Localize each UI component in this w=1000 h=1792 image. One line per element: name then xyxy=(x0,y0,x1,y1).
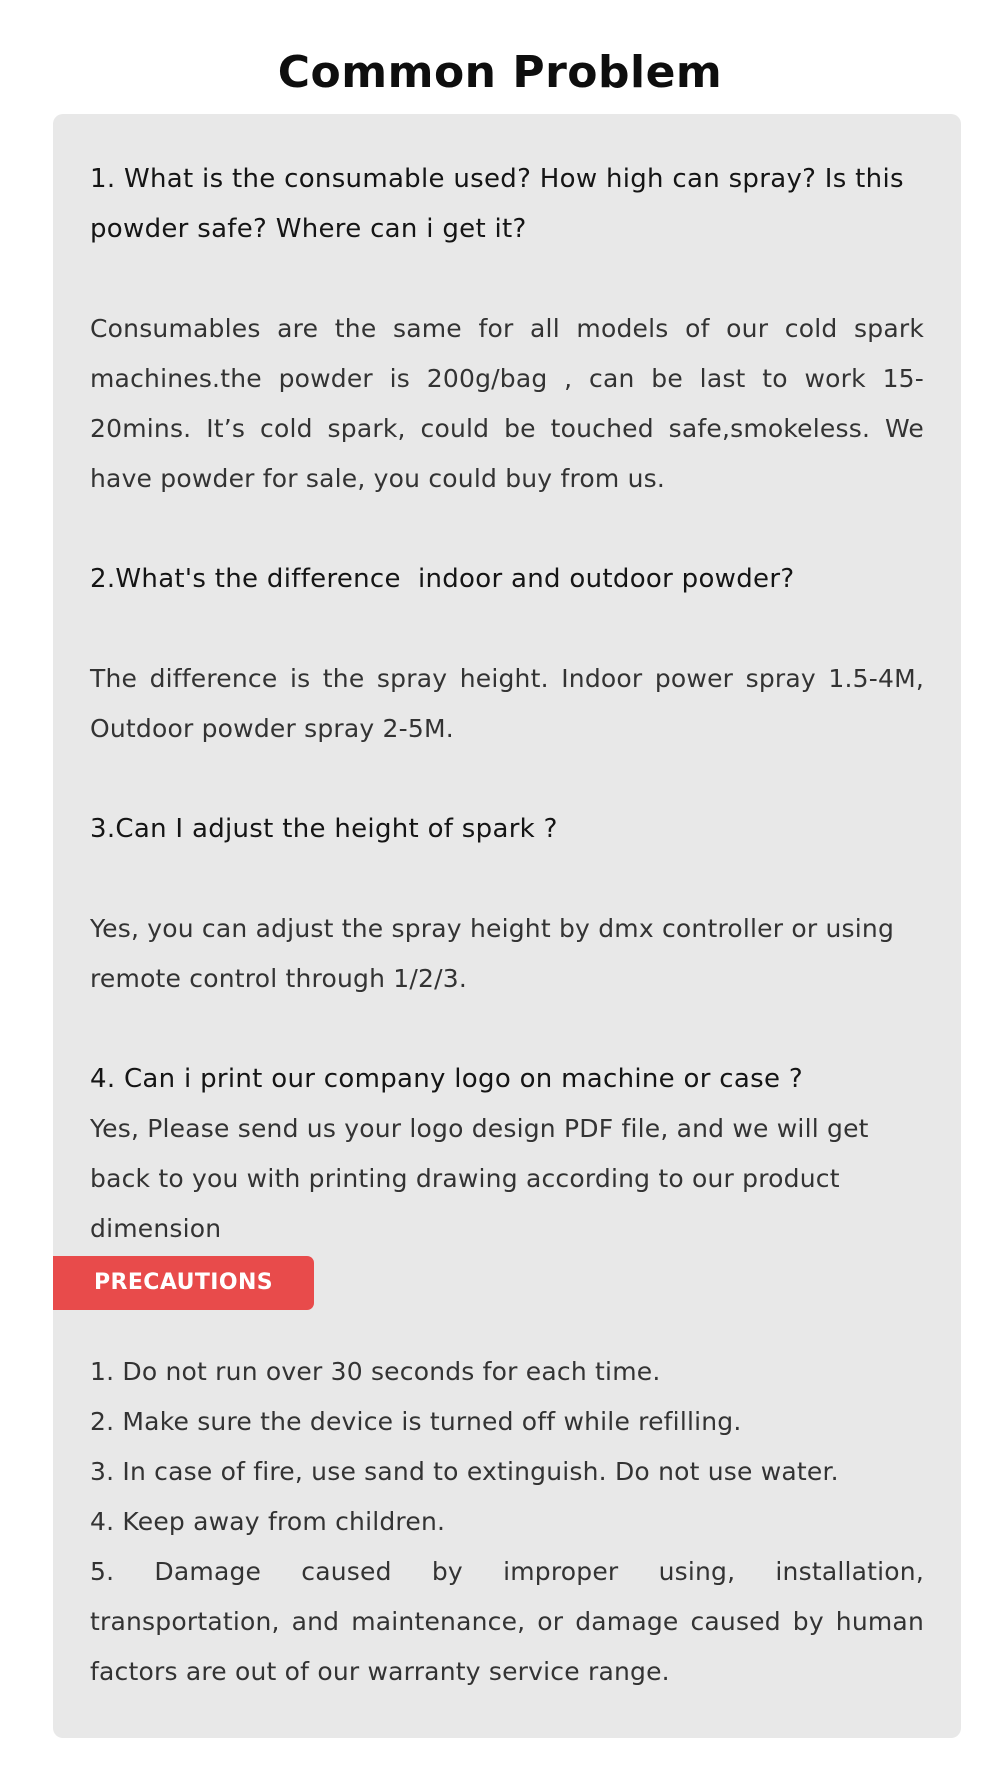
faq-list xyxy=(90,154,924,1254)
faq-question-1: 1. What is the consumable used? How high can spray? Is this powder safe? Where can i get it? xyxy=(90,164,904,244)
spacer xyxy=(90,604,924,654)
precaution-item-3: 3. In case of fire, use sand to extinguish. Do not use water. xyxy=(90,1457,839,1486)
page-title: Common Problem xyxy=(277,47,723,99)
precaution-item-5: 5. Damage caused by improper using, installation, transportation, and maintenance, or damage caused by human factors are out of our warranty service range. xyxy=(90,1557,924,1686)
faq-answer-1: Consumables are the same for all models of our cold spark machines.the powder is 200g/bag , can be last to work 15-20mins. It’s cold spark, could be touched safe,smokeless. We have powder for sale, you could buy from us. xyxy=(90,314,924,493)
faq-answer-3: Yes, you can adjust the spray height by dmx controller or using remote control through 1/2/3. xyxy=(90,914,895,993)
spacer xyxy=(90,1004,924,1054)
spacer xyxy=(90,754,924,804)
faq-question-4: 4. Can i print our company logo on machine or case ? xyxy=(90,1064,803,1094)
faq-question-3: 3.Can I adjust the height of spark ? xyxy=(90,814,558,844)
faq-panel xyxy=(53,114,961,1738)
faq-question-2: 2.What's the difference indoor and outdoor powder? xyxy=(90,564,795,594)
spacer xyxy=(90,504,924,554)
precautions-badge: PRECAUTIONS xyxy=(53,1256,314,1310)
spacer xyxy=(90,254,924,304)
precaution-item-1: 1. Do not run over 30 seconds for each time. xyxy=(90,1357,661,1386)
faq-answer-4: Yes, Please send us your logo design PDF file, and we will get back to you with printing drawing according to our product dimension xyxy=(90,1114,869,1243)
spacer xyxy=(90,854,924,904)
precaution-item-2: 2. Make sure the device is turned off while refilling. xyxy=(90,1407,742,1436)
faq-answer-2: The difference is the spray height. Indoor power spray 1.5-4M, Outdoor powder spray 2-5M. xyxy=(90,664,924,743)
precautions-list xyxy=(90,1347,924,1697)
precaution-item-4: 4. Keep away from children. xyxy=(90,1507,446,1536)
